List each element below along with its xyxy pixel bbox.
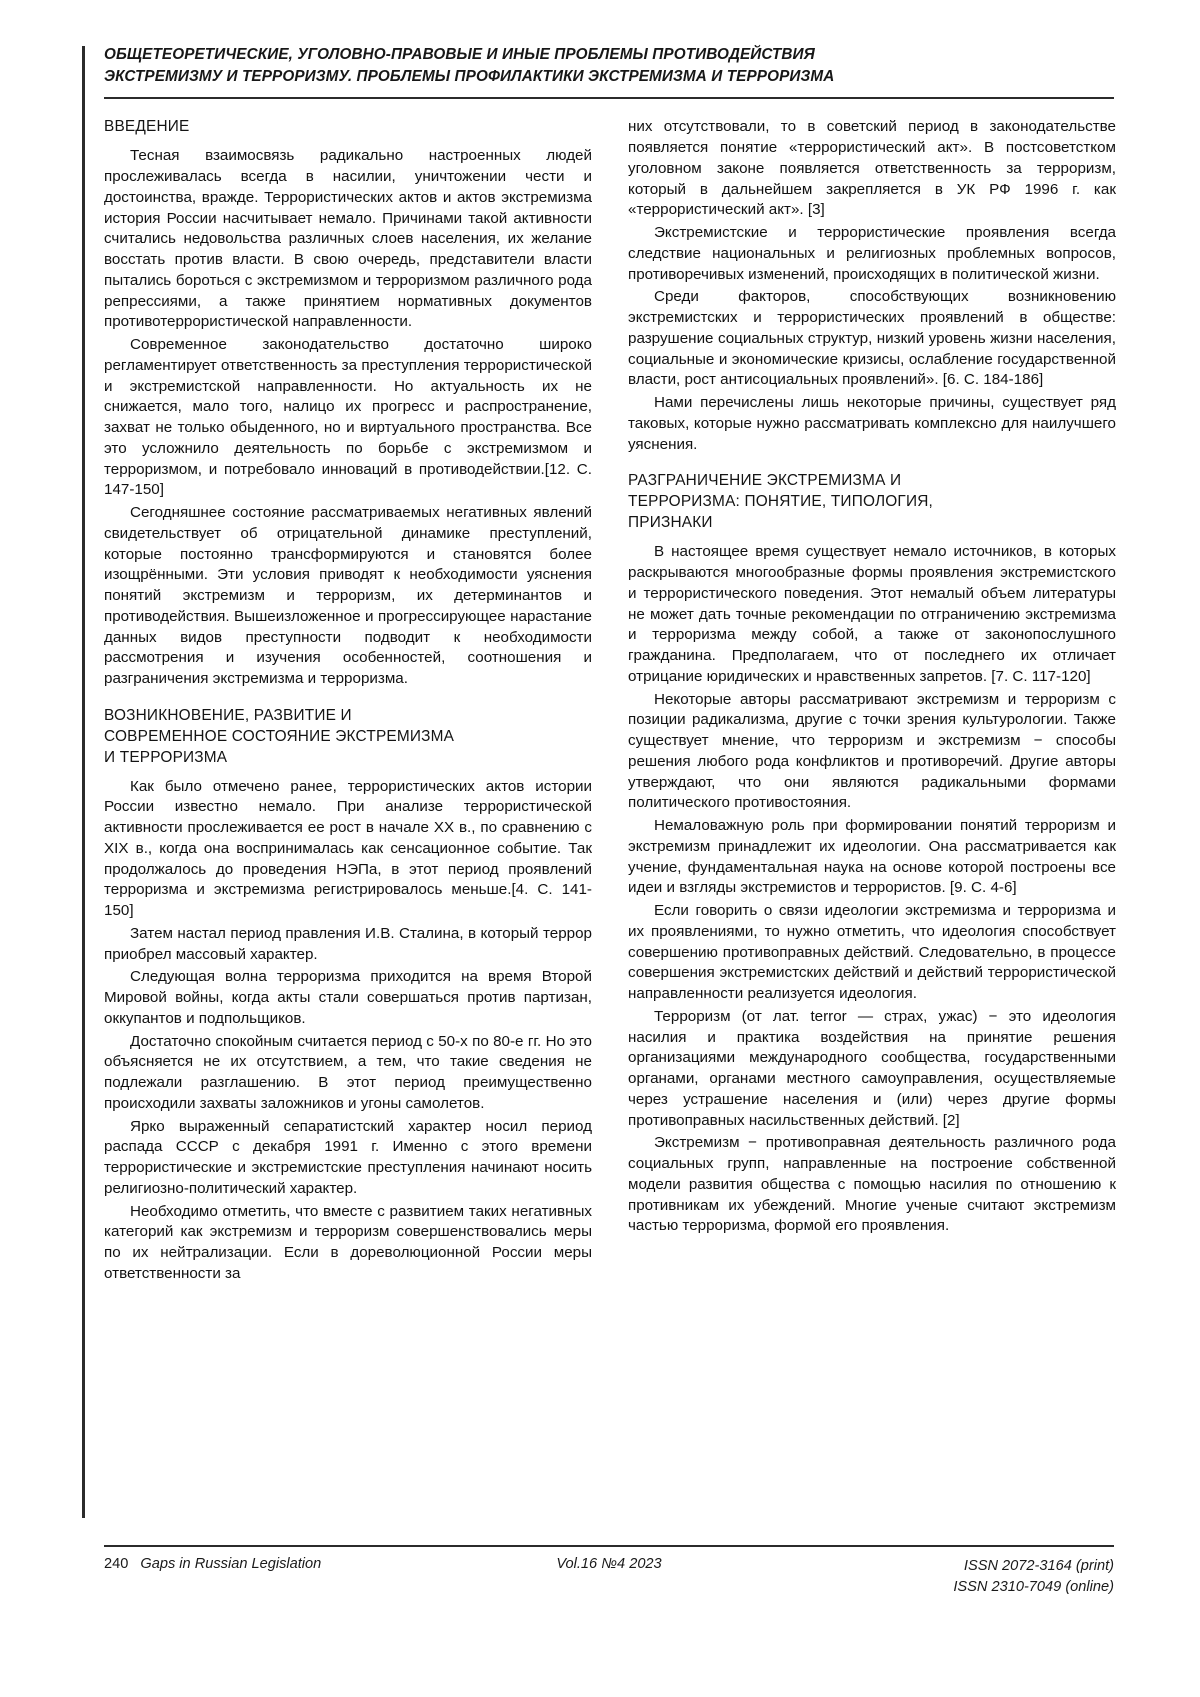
paragraph: Современное законодательство достаточно широко регламентирует ответственность за преступления террористической и экстремистской направленности. Но актуальность их не снижается, мало того, налицо их прогресс и распространение, захват не только обыденного, но и виртуального пространства. Все это усложнило деятельность по борьбе с экстремизмом и терроризмом, и потребовало инноваций в противодействии.[12. С. 147-150] (104, 336, 592, 499)
paragraph: Если говорить о связи идеологии экстремизма и терроризма и их проявлениями, то нужно отметить, что идеология способствует совершению противоправных действий. Следовательно, в процессе совершения экстремистских действий и действий террористической направленности реализуется идеология. (628, 902, 1116, 1002)
paragraph: Нами перечислены лишь некоторые причины, существует ряд таковых, которые нужно рассматривать комплексно для наилучшего уяснения. (628, 394, 1116, 453)
heading-line: ПРИЗНАКИ (628, 514, 713, 532)
issn-print: ISSN 2072-3164 (print) (963, 1558, 1114, 1574)
heading-line: ТЕРРОРИЗМА: ПОНЯТИЕ, ТИПОЛОГИЯ, (628, 493, 934, 511)
issn-online: ISSN 2310-7049 (online) (953, 1579, 1114, 1596)
paragraph: Немаловажную роль при формировании понятий терроризм и экстремизм принадлежит их идеологии. Она рассматривается как учение, фундаментальная наука на основе которой построены все идеи и взгляды экстремистов и террористов. [9. С. 4-6] (628, 817, 1116, 897)
footer-rule (104, 1545, 1114, 1547)
paragraph: Затем настал период правления И.В. Сталина, в который террор приобрел массовый характер. (104, 924, 592, 963)
left-vertical-rule (82, 46, 85, 1518)
section-heading-introduction: ВВЕДЕНИЕ (104, 118, 190, 136)
footer-left (104, 1556, 321, 1572)
paragraph: Сегодняшнее состояние рассматриваемых негативных явлений свидетельствует об отрицательной динамике преступлений, которые постоянно трансформируются и становятся более изощрёнными. Эти условия приводят к необходимости уяснения понятий экстремизм и терроризм, их детерминантов и противодействия. Вышеизложенное и прогрессирующее нарастание данных видов преступности подводит к необходимости рассмотрения и изучения особенностей, соотношения и разграничения экстремизма и терроризма. (104, 504, 592, 688)
footer-row (104, 1556, 1114, 1598)
paragraph: Экстремизм − противоправная деятельность различного рода социальных групп, направленные на построение собственной модели развития общества с помощью насилия по отношению к противникам их убеждений. Многие ученые считают экстремизм частью терроризма, формой его проявления. (628, 1134, 1116, 1235)
paragraph: Ярко выраженный сепаратистский характер носил период распада СССР с декабря 1991 г. Именно с этого времени террористические и экстремистские преступления начинают носить религиозно-политический характер. (104, 1117, 592, 1197)
paragraph: Как было отмечено ранее, террористических актов истории России известно немало. При анализе террористической активности прослеживается ее рост в начале XX в., по сравнению с XIX в., когда она воспринималась как сенсационное событие. Так продолжалось до проведения НЭПа, в этот период проявлений терроризма и экстремизма регистрировалось меньше.[4. С. 141-150] (104, 777, 592, 920)
running-head-line-1: ОБЩЕТЕОРЕТИЧЕСКИЕ, УГОЛОВНО-ПРАВОВЫЕ И ИНЫЕ ПРОБЛЕМЫ ПРОТИВОДЕЙСТВИЯ (104, 46, 815, 63)
paragraph: В настоящее время существует немало источников, в которых раскрываются многообразные формы проявления экстремистского и террористического поведения. Этот немалый объем литературы не может дать точные рекомендации по отграничению экстремизма и терроризма между собой, а также от законопослушного гражданина. Предполагаем, что от последнего их отличает отрицание юридических и нравственных запретов. [7. С. 117-120] (628, 543, 1116, 685)
two-column-body (104, 117, 1116, 1286)
section-heading-origins (104, 706, 592, 769)
paragraph: Некоторые авторы рассматривают экстремизм и терроризм с позиции радикализма, другие с точки зрения культурологии. Также существует мнение, что терроризм и экстремизм − способы решения любого рода конфликтов и противоречий. Другие авторы утверждают, что они являются радикальными формами политического противостояния. (628, 690, 1116, 812)
page-number: 240 (104, 1556, 129, 1572)
heading-line: СОВРЕМЕННОЕ СОСТОЯНИЕ ЭКСТРЕМИЗМА (104, 727, 455, 745)
footer-issn (953, 1556, 1114, 1598)
paragraph: Терроризм (от лат. terror — страх, ужас) − это идеология насилия и практика воздействия на принятие решения организациями международного сообщества, государственными органами, органами местного самоуправления, осуществляемые через устрашение населения и (или) через другие формы противоправных насильственных действий. [2] (628, 1007, 1116, 1129)
paragraph: Экстремистские и террористические проявления всегда следствие национальных и религиозных проблемных вопросов, противоречивых изменений, происходящих в политической жизни. (628, 224, 1116, 283)
left-column (104, 117, 592, 1286)
heading-line: И ТЕРРОРИЗМА (104, 748, 228, 766)
paragraph: Достаточно спокойным считается период с 50-х по 80-е гг. Но это объясняется не их отсутствием, а тем, что такие сведения не подлежали разглашению. В этот период преимущественно происходили захваты заложников и угоны самолетов. (104, 1032, 592, 1112)
page-footer (104, 1545, 1114, 1598)
heading-line: ВОЗНИКНОВЕНИЕ, РАЗВИТИЕ И (104, 706, 352, 724)
footer-issue: Vol.16 №4 2023 (556, 1556, 662, 1572)
running-head (104, 44, 1114, 99)
running-head-line-2: ЭКСТРЕМИЗМУ И ТЕРРОРИЗМУ. ПРОБЛЕМЫ ПРОФИЛАКТИКИ ЭКСТРЕМИЗМА И ТЕРРОРИЗМА (104, 67, 835, 85)
section-heading-differentiation (628, 471, 1116, 534)
paragraph: Среди факторов, способствующих возникновению экстремистских и террористических проявлений в обществе: разрушение социальных структур, низкий уровень жизни населения, социальные и экономические кризисы, ослабление государственной власти, рост антисоциальных проявлений». [6. С. 184-186] (628, 288, 1116, 389)
heading-line: РАЗГРАНИЧЕНИЕ ЭКСТРЕМИЗМА И (628, 472, 902, 490)
paragraph: Тесная взаимосвязь радикально настроенных людей прослеживалась всегда в насилии, уничтожении чести и достоинства, вражде. Террористических актов и актов экстремизма история России насчитывает немало. Причинами такой активности считались недовольства различных слоев населения, их желание восстать против власти. В свою очередь, представители власти пытались бороться с экстремизмом и терроризмом различного рода репрессиями, а также принятием нормативных документов противотеррористической направленности. (104, 147, 592, 331)
paragraph: Необходимо отметить, что вместе с развитием таких негативных категорий как экстремизм и терроризм совершенствовались меры по их нейтрализации. Если в дореволюционной России меры ответственности за (104, 1202, 592, 1282)
paragraph: Следующая волна терроризма приходится на время Второй Мировой войны, когда акты стали совершаться против партизан, оккупантов и подпольщиков. (104, 968, 592, 1027)
right-column (628, 117, 1116, 1286)
paragraph: них отсутствовали, то в советский период в законодательстве появляется понятие «террористический акт». В постсоветстком уголовном законе появляется ответственность за терроризм, который в дальнейшем закрепляется в УК РФ 1996 г. как «террористический акт». [3] (628, 118, 1116, 219)
journal-title: Gaps in Russian Legislation (140, 1556, 322, 1572)
